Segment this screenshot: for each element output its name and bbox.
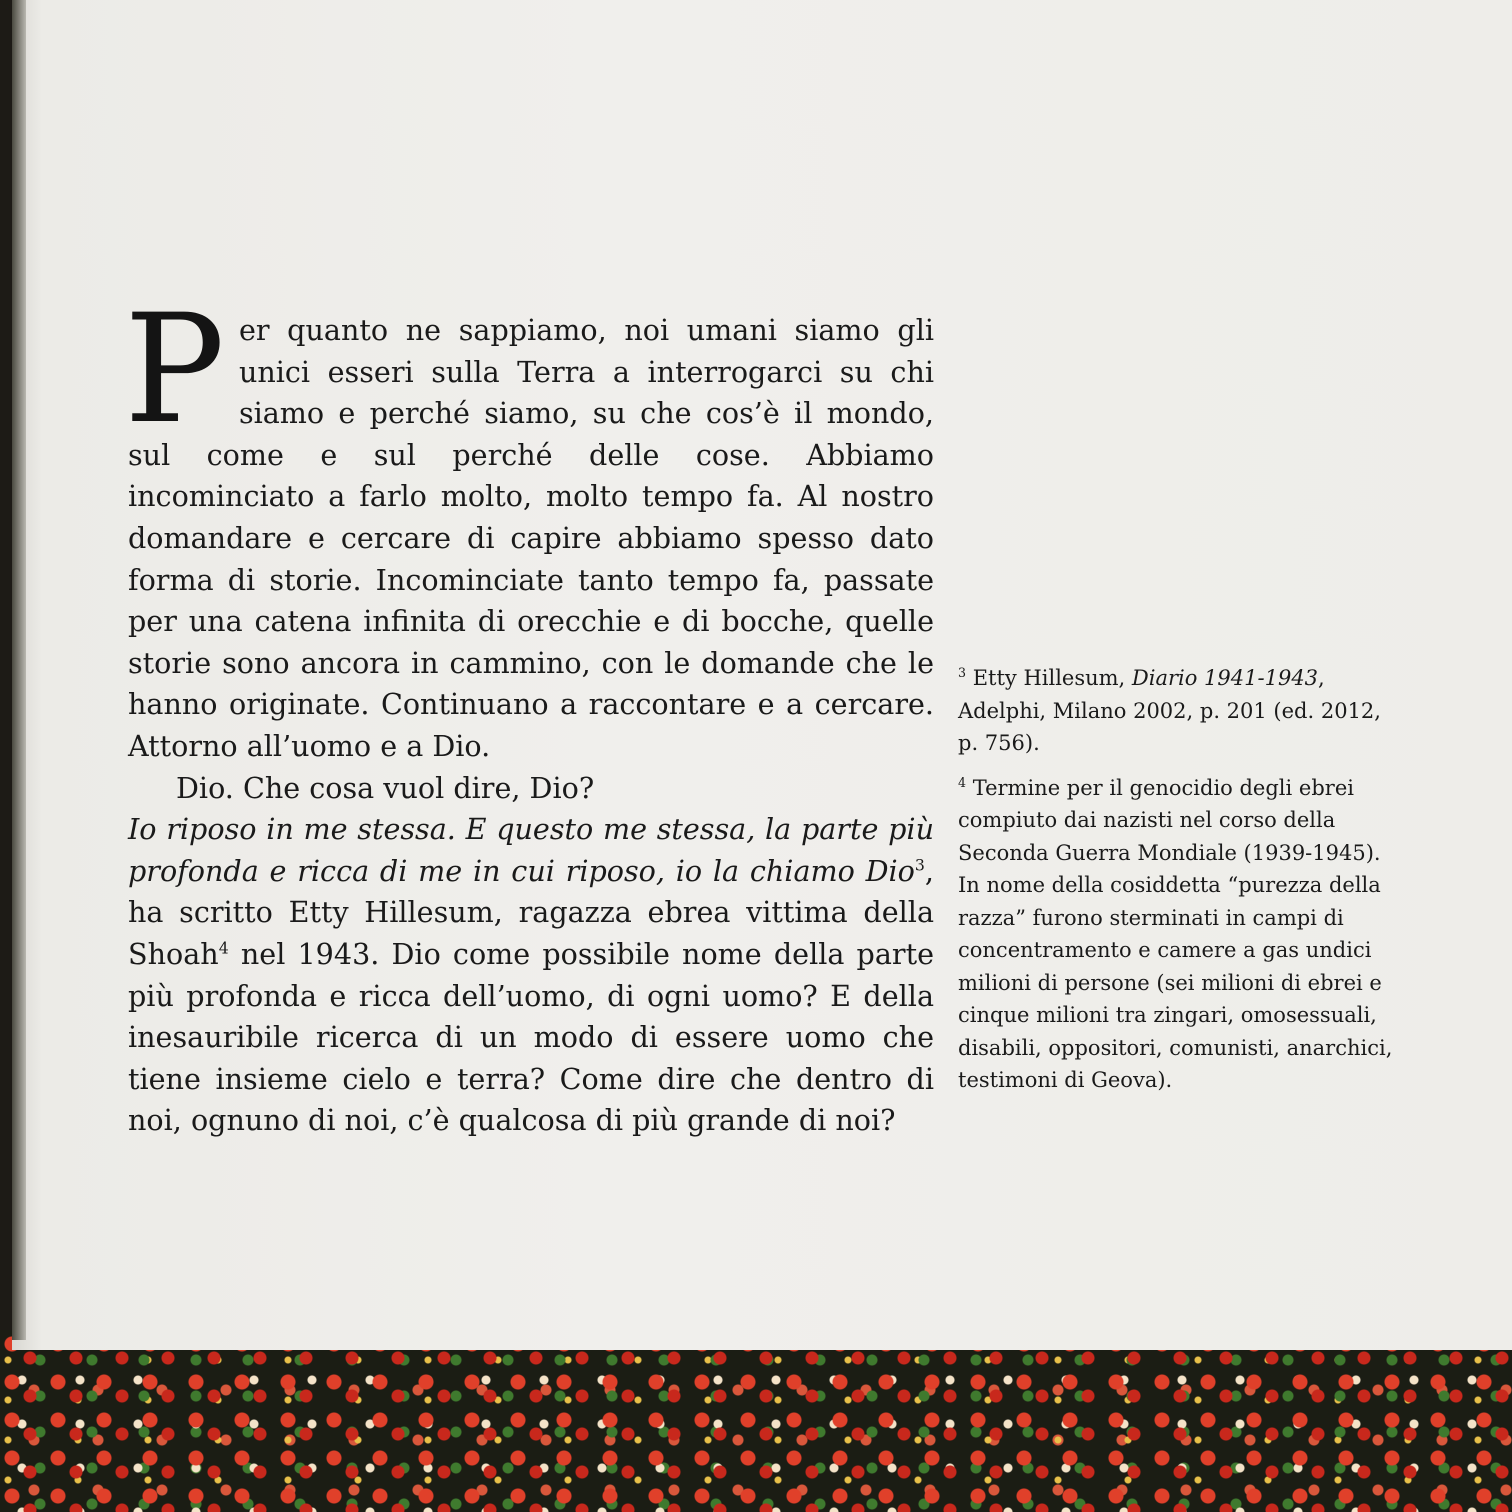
footnote-text: Etty Hillesum, <box>972 666 1132 690</box>
footnote-title: Diario 1941-1943 <box>1131 666 1319 690</box>
footnote-number: 3 <box>958 665 967 680</box>
paragraph-1-text: er quanto ne sappiamo, noi umani siamo gli unici esseri sulla Terra a interrogarci su chi siamo e perché siamo, su che cos’è il mondo, sul come e sul perché delle cose. Abbiamo incominciato a farlo molto, molto tempo fa. Al nostro domandare e cercare di capire abbiamo spesso dato forma di storie. Incominciate tanto tempo fa, passate per una catena infinita di orecchie e di bocche, quelle storie sono ancora in cammino, con le domande che le hanno originate. Continuano a raccontare e a cercare. Attorno all’uomo e a Dio. <box>128 313 934 763</box>
main-text-column <box>124 283 934 1142</box>
drop-cap: P <box>124 283 225 457</box>
footnote-3 <box>958 662 1398 760</box>
paragraph-3-rest: nel 1943. Dio come possibile nome della parte più profonda e ricca dell’uomo, di ogni uomo? E della inesauribile ricerca di un modo di essere uomo che tiene insieme cielo e terra? Come dire che dentro di noi, ognuno di noi, c’è qualcosa di più grande di noi? <box>128 936 934 1138</box>
footnote-4 <box>958 772 1398 1097</box>
footnote-number: 4 <box>958 774 967 790</box>
quote-attribution: , ha scritto Etty Hillesum, ragazza ebrea vittima della Shoah <box>128 853 934 971</box>
paragraph-3 <box>128 809 934 1142</box>
quote-italic: Io riposo in me stessa. E questo me stessa, la parte più profonda e ricca di me in cui riposo, io la chiamo Dio <box>128 812 934 888</box>
footnote-text: Termine per il genocidio degli ebrei compiuto dai nazisti nel corso della Seconda Guerra Mondiale (1939-1945). In nome della cosiddetta “purezza della razza” furono sterminati in campi di concentramento e camere a gas undici milioni di persone (sei milioni di ebrei e cinque milioni tra zingari, omosessuali, disabili, oppositori, comunisti, anarchici, testimoni di Geova). <box>958 775 1393 1092</box>
book-spine <box>12 0 26 1340</box>
footnote-ref-3: 3 <box>914 855 925 875</box>
footnote-text: , Adelphi, Milano 2002, p. 201 (ed. 2012, p. 756). <box>958 666 1381 755</box>
footnotes-column <box>958 662 1398 1109</box>
paragraph-1 <box>124 283 934 768</box>
paragraph-2: Dio. Che cosa vuol dire, Dio? <box>176 770 595 805</box>
footnote-ref-4: 4 <box>218 938 229 958</box>
floral-fabric-background <box>0 1330 1512 1512</box>
